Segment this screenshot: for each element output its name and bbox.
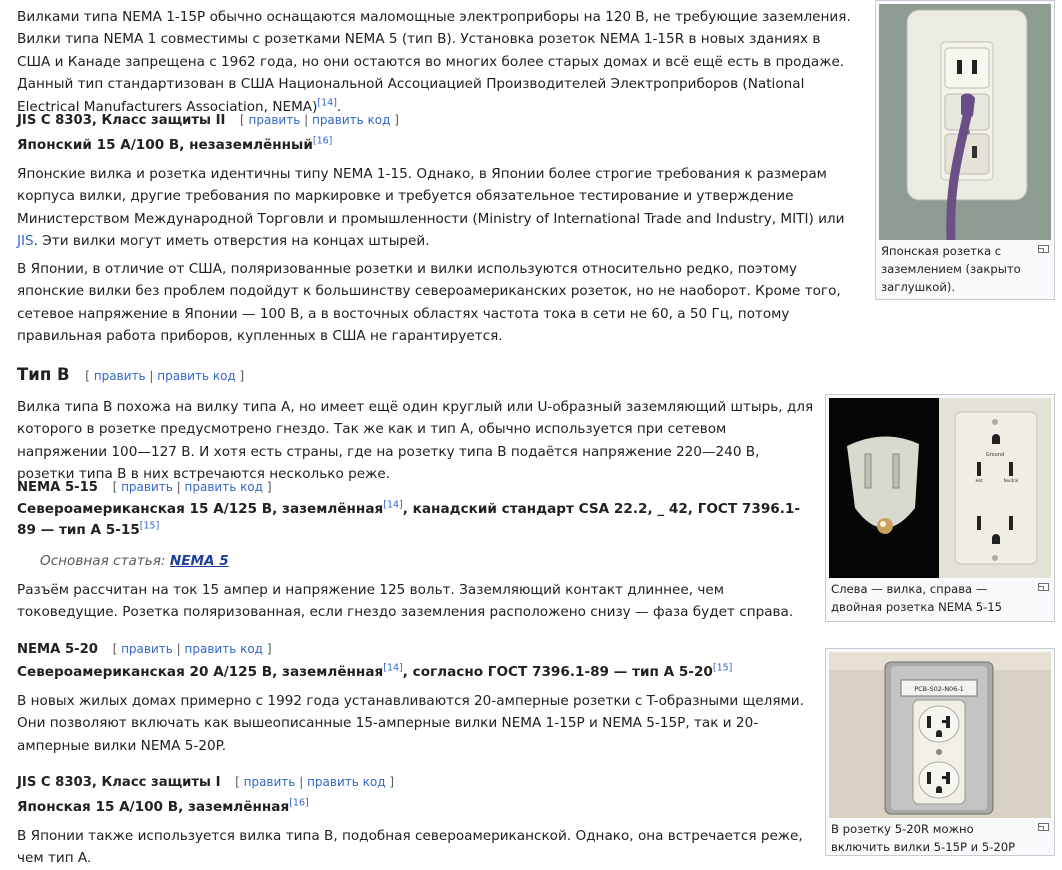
- text: . Эти вилки могут иметь отверстия на концах штырей.: [33, 233, 430, 250]
- figure-japanese-outlet: [875, 0, 1055, 300]
- caption-text: Японская розетка с заземлением (закрыто заглушкой).: [881, 244, 1021, 294]
- text: Японские вилка и розетка идентичны типу NEMA 1-15. Однако, в Японии более строгие требования к размерам корпуса вилки, другие требования по маркировке и требуется обязательное тестирование и утверждение Министерством Международной Торговли и промышленности (Ministry of International Trade and Industry, MITI) или: [17, 166, 845, 227]
- ref-14[interactable]: [14]: [383, 499, 403, 511]
- edit-source-link[interactable]: править код: [184, 642, 263, 656]
- edit-source-link[interactable]: править код: [311, 113, 391, 127]
- edit-link[interactable]: править: [243, 775, 296, 789]
- ref-15[interactable]: [15]: [139, 520, 160, 532]
- subtitle-text: , согласно ГОСТ 7396.1-89 — тип A 5-20: [402, 664, 713, 680]
- subtitle-text: , канадский стандарт CSA 22.2, _ 42, ГОСТ 7396.1-89 — тип A 5-15: [17, 501, 801, 538]
- edit-link[interactable]: править: [248, 113, 301, 127]
- enlarge-icon[interactable]: [1038, 583, 1049, 591]
- heading-text: JIS C 8303, Класс защиты I: [17, 775, 221, 790]
- hatnote-prefix: Основная статья:: [40, 553, 170, 569]
- edit-links: [ править | править код ]: [85, 369, 245, 383]
- figure-caption: [829, 818, 1051, 856]
- label-hot: Hot: [975, 478, 983, 483]
- subtitle-text: Японская 15 А/100 В, заземлённая: [17, 799, 290, 815]
- jis1-paragraph-1: [17, 163, 857, 253]
- ref-14[interactable]: [14]: [317, 97, 337, 109]
- label-neutral: Neutral: [1003, 478, 1019, 483]
- intro-text: Вилками типа NEMA 1-15P обычно оснащаются маломощные электроприборы на 120 В, не требующие заземления. Вилки типа NEMA 1 совместимы с розетками NEMA 5 (тип B). Установка розеток NEMA 1-15R в новых зданиях в США и Канаде запрещена с 1962 года, но они остаются во многих более старых домах и всё ещё есть в продаже. Данный тип стандартизован в США Национальной Ассоциацией Производителей Электроприборов (National Electrical Manufacturers Association, NEMA): [17, 9, 851, 115]
- jis-link[interactable]: JIS: [17, 233, 34, 250]
- nema520-paragraph: В новых жилых домах примерно с 1992 года устанавливаются 20-амперные розетки с T-образными щелями. Они позволяют включать как вышеописанные 15-амперные вилки NEMA 1-15P и NEMA 5-15P, так и 20-амперные вилки NEMA 5-20P.: [17, 693, 804, 754]
- intro-paragraph: [17, 6, 857, 118]
- jis2-paragraph: В Японии также используется вилка типа B, подобная североамериканской. Однако, она встречается реже, чем тип A.: [17, 828, 803, 867]
- caption-text: Слева — вилка, справа — двойная розетка NEMA 5-15: [831, 582, 1003, 614]
- hatnote-main-article: [40, 550, 880, 572]
- caption-text: В розетку 5-20R можно включить вилки 5-15P и 5-20P: [831, 822, 1016, 854]
- edit-links: [ править | править код ]: [112, 480, 272, 494]
- heading-text: NEMA 5-20: [17, 642, 98, 657]
- jis1-paragraph-2: В Японии, в отличие от США, поляризованные розетки и вилки используются относительно редко, поэтому японские вилки без проблем подойдут к большинству североамериканских розеток, но не наоборот. Кроме того, сетевое напряжение в Японии — 100 В, а в восточных областях частота тока в сети не 60, а 50 Гц, потому правильная работа приборов, купленных в США не гарантируется.: [17, 261, 841, 345]
- subtitle-jis-class-2: [17, 134, 857, 156]
- edit-source-link[interactable]: править код: [184, 480, 263, 494]
- subtitle-jis-class-1: [17, 796, 857, 818]
- nema-5-15-image[interactable]: [829, 398, 1051, 578]
- subtitle-text: Североамериканская 20 А/125 В, заземлённая: [17, 664, 384, 680]
- ref-15[interactable]: [15]: [712, 662, 733, 674]
- edit-link[interactable]: править: [93, 369, 146, 383]
- subtitle-text: Японский 15 А/100 В, незаземлённый: [17, 137, 313, 153]
- ref-14[interactable]: [14]: [383, 662, 403, 674]
- figure-nema-5-15: [825, 394, 1055, 622]
- heading-text: JIS C 8303, Класс защиты II: [17, 113, 226, 128]
- typeb-paragraph: Вилка типа B похожа на вилку типа A, но имеет ещё один круглый или U-образный заземляющий штырь, для которого в розетке предусмотрено гнездо. Так же как и тип A, обычно используется при сетевом напряжении 100—127 В. И хотя есть страны, где на розетку типа B подаётся напряжение 220—240 В, розетки типа B в них встречаются несколько реже.: [17, 399, 814, 483]
- figure-caption: [879, 240, 1051, 296]
- edit-source-link[interactable]: править код: [157, 369, 236, 383]
- heading-jis-class-2: [17, 110, 399, 131]
- heading-nema-5-15: [17, 477, 272, 498]
- edit-link[interactable]: править: [121, 480, 173, 494]
- subtitle-nema-5-20: [17, 661, 817, 683]
- heading-type-b: [17, 364, 244, 387]
- subtitle-nema-5-15: [17, 499, 807, 541]
- enlarge-icon[interactable]: [1038, 245, 1049, 253]
- heading-text: Тип B: [17, 365, 70, 384]
- subtitle-text: Североамериканская 15 А/125 В, заземлённая: [17, 501, 384, 517]
- nema-5-20-image[interactable]: [829, 652, 1051, 818]
- edit-links: [ править | править код ]: [240, 113, 399, 127]
- edit-links: [ править | править код ]: [235, 775, 395, 789]
- nema515-paragraph: Разъём рассчитан на ток 15 ампер и напряжение 125 вольт. Заземляющий контакт длиннее, чем токоведущие. Розетка поляризованная, если гнездо заземления расположено снизу — фаза будет справа.: [17, 582, 794, 621]
- ref-16[interactable]: [16]: [289, 797, 309, 809]
- japanese-outlet-image[interactable]: [879, 4, 1051, 240]
- label-ground: Ground: [985, 452, 1005, 458]
- edit-links: [ править | править код ]: [112, 642, 272, 656]
- nema-5-link[interactable]: NEMA 5: [169, 553, 229, 569]
- enlarge-icon[interactable]: [1038, 823, 1049, 831]
- figure-nema-5-20: [825, 648, 1055, 856]
- ref-16[interactable]: [16]: [312, 135, 333, 147]
- heading-jis-class-1: [17, 772, 394, 793]
- label-pcb: PCB-S02-N06-1: [914, 685, 964, 693]
- heading-nema-5-20: [17, 639, 272, 660]
- heading-text: NEMA 5-15: [17, 480, 98, 495]
- edit-source-link[interactable]: править код: [307, 775, 386, 789]
- edit-link[interactable]: править: [121, 642, 173, 656]
- figure-caption: [829, 578, 1051, 616]
- period: .: [336, 98, 342, 115]
